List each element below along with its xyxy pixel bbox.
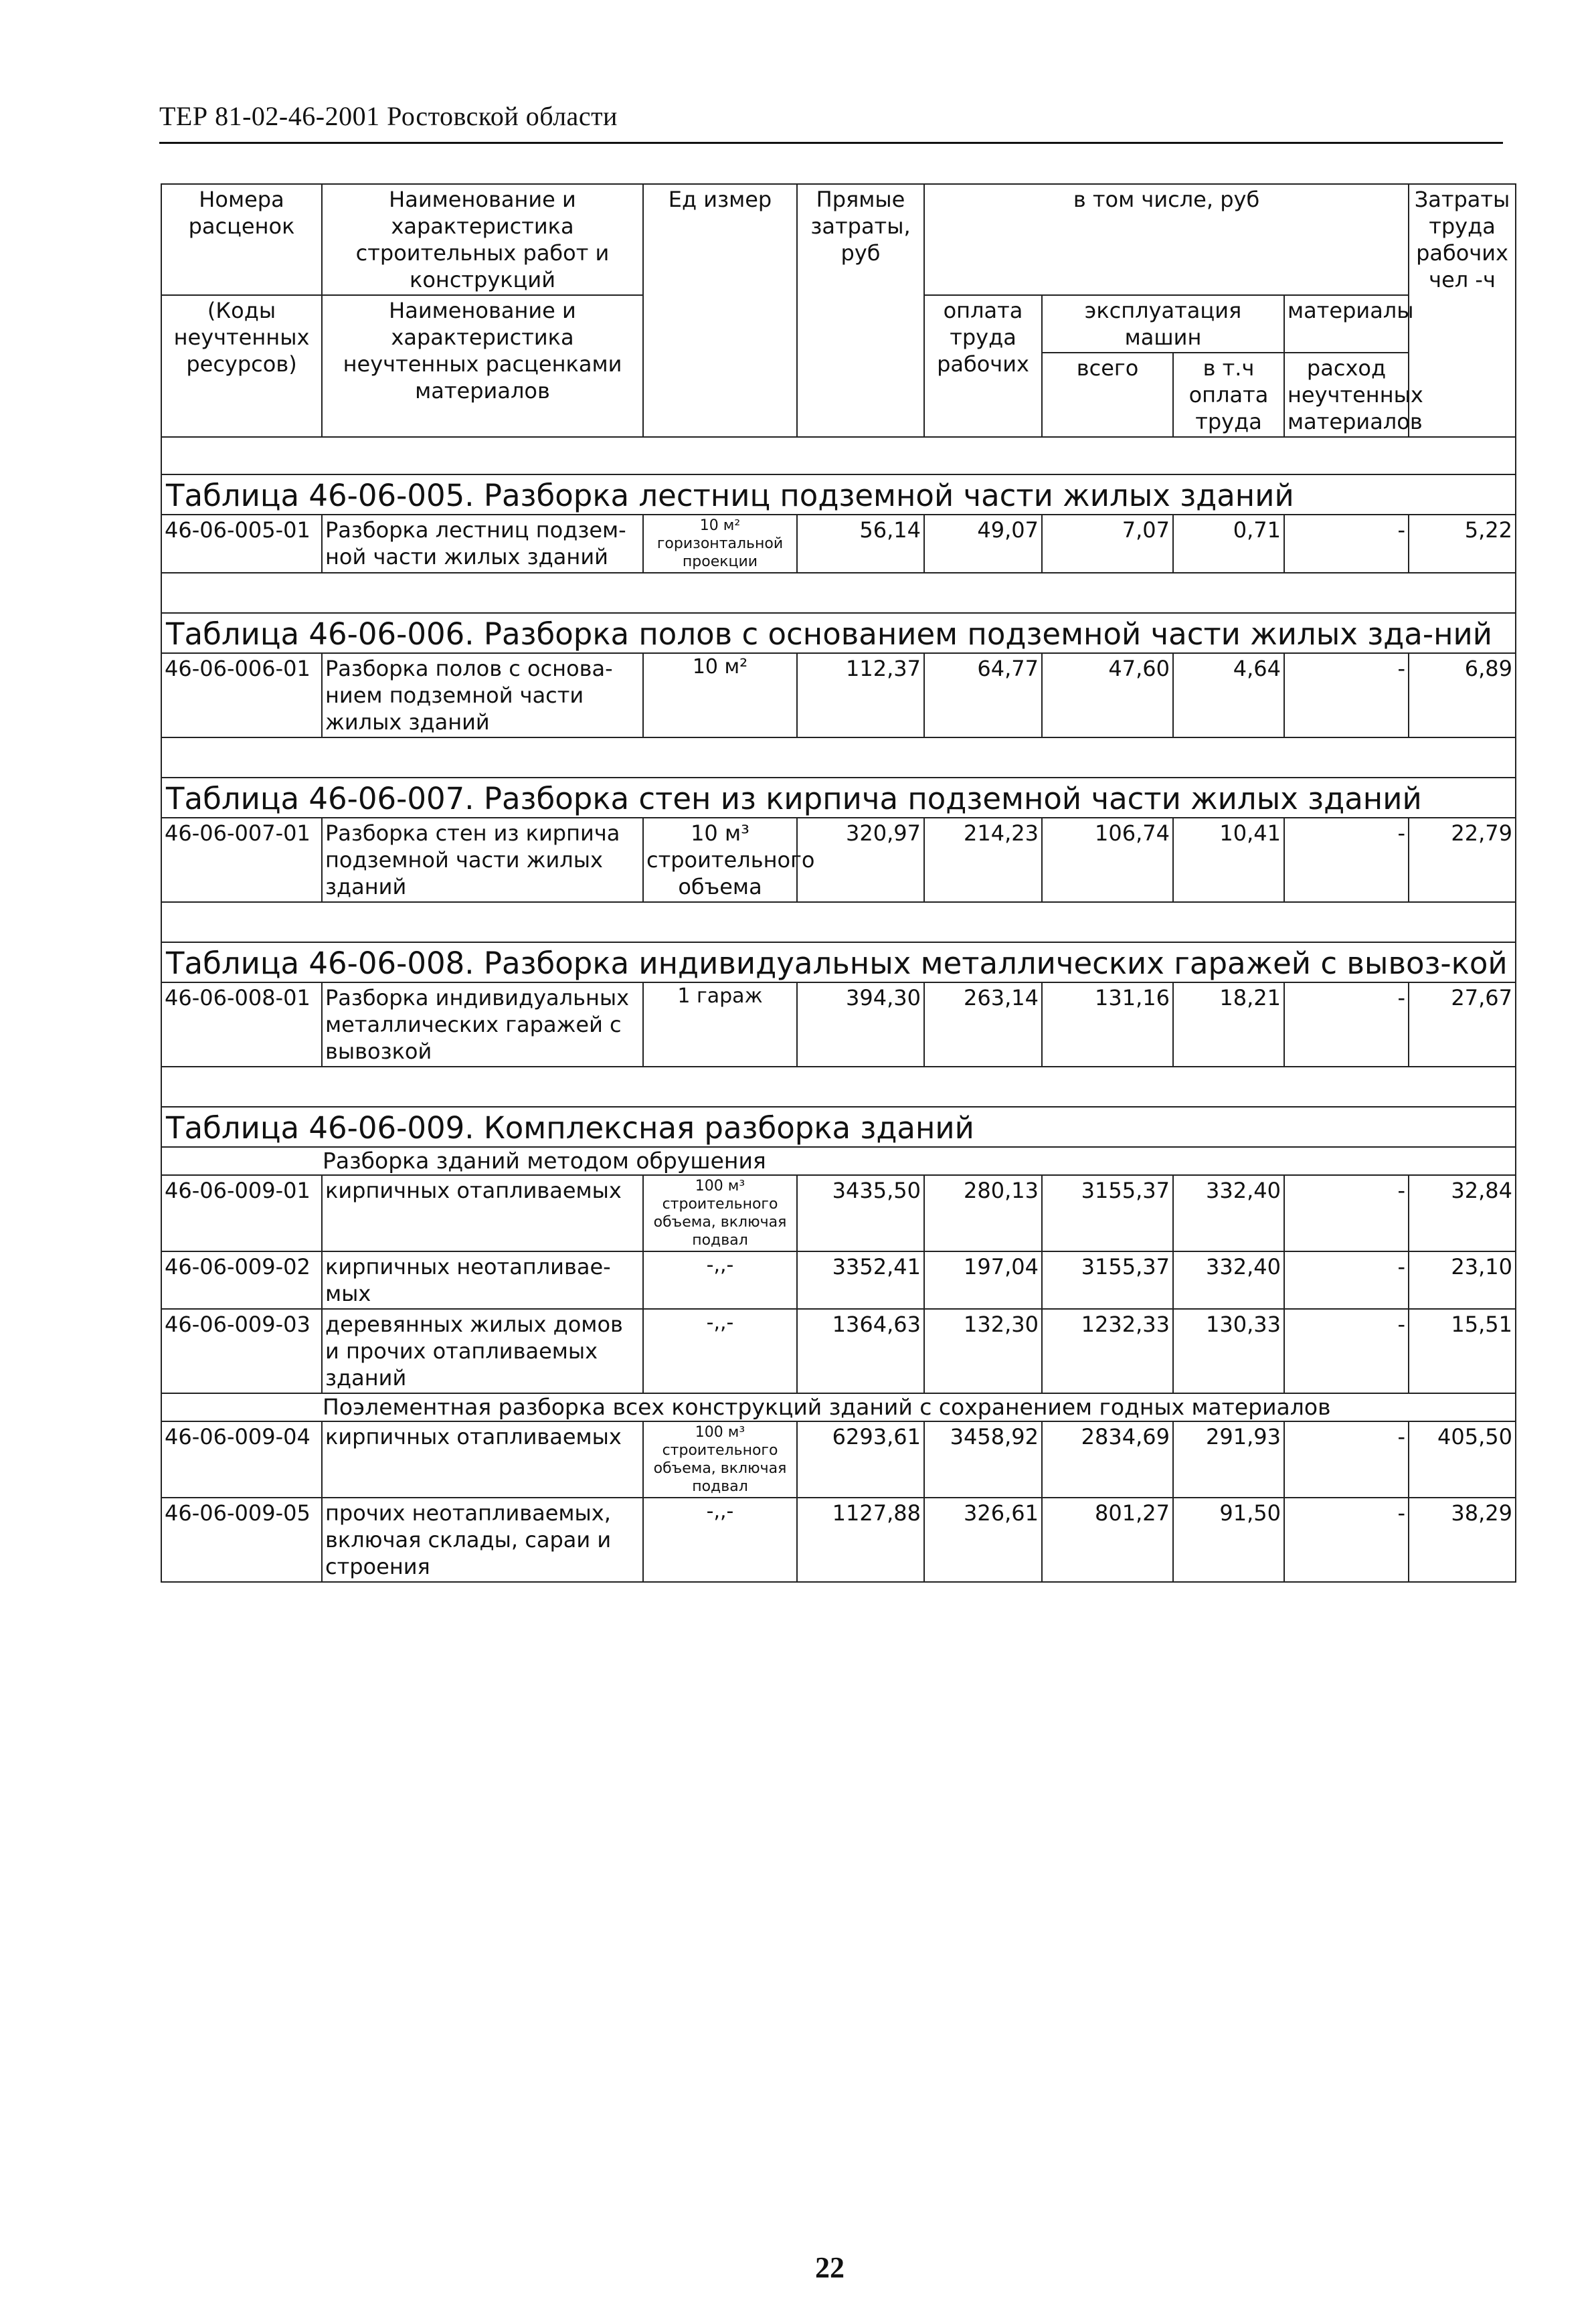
table-row [161, 818, 1516, 902]
subsection-title: Разборка зданий методом обрушения [161, 1147, 1516, 1175]
work-name: Разборка индивидуальных металлических гаражей с вывозкой [322, 982, 643, 1067]
header-materials: материалы [1284, 295, 1409, 353]
machine-wages: 4,64 [1173, 653, 1284, 737]
direct-cost: 320,97 [797, 818, 924, 902]
machines-total: 47,60 [1042, 653, 1173, 737]
work-name: кирпичных отапливаемых [322, 1175, 643, 1251]
labor: 22,79 [1409, 818, 1516, 902]
header-name-top: Наименование и характеристика строительных работ и конструкций [322, 184, 643, 295]
section-title: Таблица 46-06-006. Разборка полов с основанием подземной части жилых зда-ний [161, 613, 1516, 653]
rate-code: 46-06-009-03 [161, 1309, 322, 1393]
section-title: Таблица 46-06-007. Разборка стен из кирпича подземной части жилых зданий [161, 778, 1516, 818]
machine-wages: 332,40 [1173, 1175, 1284, 1251]
table-row [161, 653, 1516, 737]
machines-total: 801,27 [1042, 1498, 1173, 1582]
machine-wages: 130,33 [1173, 1309, 1284, 1393]
unit: 100 м³ строительного объема, включая подвал [643, 1421, 797, 1498]
work-name: Разборка полов с основа-нием подземной части жилых зданий [322, 653, 643, 737]
header-machines: эксплуатация машин [1042, 295, 1284, 353]
rate-code: 46-06-008-01 [161, 982, 322, 1067]
table-row [161, 1498, 1516, 1582]
section-title: Таблица 46-06-009. Комплексная разборка зданий [161, 1107, 1516, 1147]
direct-cost: 1127,88 [797, 1498, 924, 1582]
rate-code: 46-06-006-01 [161, 653, 322, 737]
unit: 10 м³ строительного объема [643, 818, 797, 902]
section-title: Таблица 46-06-005. Разборка лестниц подземной части жилых зданий [161, 474, 1516, 515]
wages: 64,77 [924, 653, 1042, 737]
section-title: Таблица 46-06-008. Разборка индивидуальных металлических гаражей с вывоз-кой [161, 942, 1516, 982]
header-machine-wages: в т.ч оплата труда [1173, 353, 1284, 437]
spacer-row [161, 737, 1516, 778]
rate-code: 46-06-009-04 [161, 1421, 322, 1498]
rate-code: 46-06-009-02 [161, 1251, 322, 1309]
rate-code: 46-06-009-01 [161, 1175, 322, 1251]
work-name: кирпичных отапливаемых [322, 1421, 643, 1498]
header-direct: Прямые затраты, руб [797, 184, 924, 437]
direct-cost: 56,14 [797, 515, 924, 573]
wages: 197,04 [924, 1251, 1042, 1309]
machine-wages: 332,40 [1173, 1251, 1284, 1309]
header-code-bottom: (Коды неучтенных ресурсов) [161, 295, 322, 437]
materials: - [1284, 1421, 1409, 1498]
labor: 38,29 [1409, 1498, 1516, 1582]
wages: 132,30 [924, 1309, 1042, 1393]
materials: - [1284, 1175, 1409, 1251]
wages: 280,13 [924, 1175, 1042, 1251]
wages: 326,61 [924, 1498, 1042, 1582]
unit: -,,- [643, 1498, 797, 1582]
direct-cost: 3435,50 [797, 1175, 924, 1251]
labor: 23,10 [1409, 1251, 1516, 1309]
direct-cost: 1364,63 [797, 1309, 924, 1393]
wages: 49,07 [924, 515, 1042, 573]
machine-wages: 10,41 [1173, 818, 1284, 902]
machines-total: 3155,37 [1042, 1251, 1173, 1309]
machine-wages: 291,93 [1173, 1421, 1284, 1498]
materials: - [1284, 1251, 1409, 1309]
table-row [161, 515, 1516, 573]
machines-total: 1232,33 [1042, 1309, 1173, 1393]
materials: - [1284, 818, 1409, 902]
unit: -,,- [643, 1309, 797, 1393]
header-materials-use: расход неучтенных материалов [1284, 353, 1409, 437]
table-row [161, 1421, 1516, 1498]
machine-wages: 18,21 [1173, 982, 1284, 1067]
wages: 214,23 [924, 818, 1042, 902]
header-code-top: Номера расценок [161, 184, 322, 295]
header-wages: оплата труда рабочих [924, 295, 1042, 437]
machine-wages: 91,50 [1173, 1498, 1284, 1582]
labor: 15,51 [1409, 1309, 1516, 1393]
machines-total: 2834,69 [1042, 1421, 1173, 1498]
labor: 32,84 [1409, 1175, 1516, 1251]
labor: 5,22 [1409, 515, 1516, 573]
machines-total: 131,16 [1042, 982, 1173, 1067]
table-row [161, 1251, 1516, 1309]
direct-cost: 394,30 [797, 982, 924, 1067]
direct-cost: 112,37 [797, 653, 924, 737]
table-row [161, 1309, 1516, 1393]
running-head: ТЕР 81-02-46-2001 Ростовской области [159, 101, 618, 131]
table-row [161, 982, 1516, 1067]
direct-cost: 3352,41 [797, 1251, 924, 1309]
materials: - [1284, 1309, 1409, 1393]
unit: 100 м³ строительного объема, включая подвал [643, 1175, 797, 1251]
labor: 405,50 [1409, 1421, 1516, 1498]
header-name-bottom: Наименование и характеристика неучтенных расценками материалов [322, 295, 643, 437]
spacer-row [161, 902, 1516, 942]
machine-wages: 0,71 [1173, 515, 1284, 573]
unit: -,,- [643, 1251, 797, 1309]
unit: 1 гараж [643, 982, 797, 1067]
header-rule [159, 142, 1503, 144]
materials: - [1284, 515, 1409, 573]
spacer-row [161, 573, 1516, 613]
unit: 10 м² горизонтальной проекции [643, 515, 797, 573]
labor: 6,89 [1409, 653, 1516, 737]
direct-cost: 6293,61 [797, 1421, 924, 1498]
work-name: Разборка лестниц подзем-ной части жилых зданий [322, 515, 643, 573]
work-name: прочих неотапливаемых, включая склады, сараи и строения [322, 1498, 643, 1582]
table-header-row [161, 184, 1516, 295]
wages: 3458,92 [924, 1421, 1042, 1498]
table-row [161, 1175, 1516, 1251]
subsection-title: Поэлементная разборка всех конструкций зданий с сохранением годных материалов [161, 1393, 1516, 1421]
spacer-row [161, 1067, 1516, 1107]
rates-table [161, 183, 1516, 1583]
wages: 263,14 [924, 982, 1042, 1067]
header-including: в том числе, руб [924, 184, 1409, 295]
rate-code: 46-06-009-05 [161, 1498, 322, 1582]
materials: - [1284, 653, 1409, 737]
header-machines-total: всего [1042, 353, 1173, 437]
machines-total: 106,74 [1042, 818, 1173, 902]
header-labor: Затраты труда рабочих чел -ч [1409, 184, 1516, 437]
work-name: Разборка стен из кирпича подземной части жилых зданий [322, 818, 643, 902]
header-unit: Ед измер [643, 184, 797, 437]
spacer-row [161, 437, 1516, 474]
work-name: кирпичных неотапливае-мых [322, 1251, 643, 1309]
rate-code: 46-06-007-01 [161, 818, 322, 902]
work-name: деревянных жилых домов и прочих отапливаемых зданий [322, 1309, 643, 1393]
materials: - [1284, 1498, 1409, 1582]
machines-total: 7,07 [1042, 515, 1173, 573]
materials: - [1284, 982, 1409, 1067]
machines-total: 3155,37 [1042, 1175, 1173, 1251]
labor: 27,67 [1409, 982, 1516, 1067]
unit: 10 м² [643, 653, 797, 737]
rate-code: 46-06-005-01 [161, 515, 322, 573]
page-number: 22 [815, 2251, 845, 2284]
